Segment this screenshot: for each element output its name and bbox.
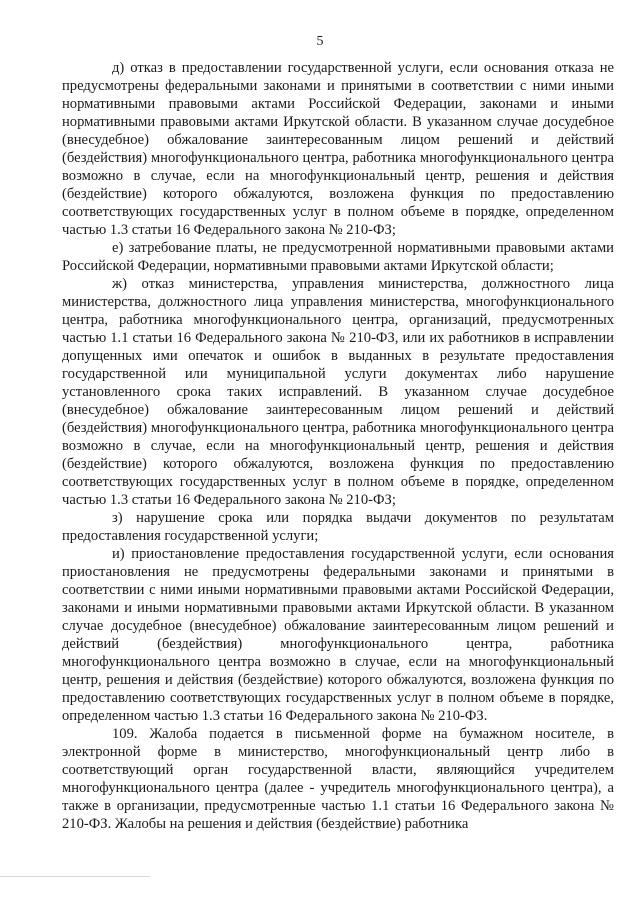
page-number: 5 [316, 34, 324, 49]
paragraph-zh: ж) отказ министерства, управления министерства, должностного лица министерства, должностного лица управления министерства, многофункционального центра, работника многофункционального центра, организаций, предусмотренных частью 1.1 статьи 16 Федерального закона № 210-ФЗ, или их работников в исправлении допущенных ими опечаток и ошибок в выданных в результате предоставления государственной или муниципальной услуги документах либо нарушение установленного срока таких исправлений. В указанном случае досудебное (внесудебное) обжалование заинтересованным лицом решений и действий (бездействия) многофункционального центра, работника многофункционального центра возможно в случае, если на многофункциональный центр, решения и действия (бездействие) которого обжалуются, возложена функция по предоставлению соответствующих государственных услуг в полном объеме в порядке, определенном частью 1.3 статьи 16 Федерального закона № 210-ФЗ; [62, 276, 614, 508]
paragraph-109: 109. Жалоба подается в письменной форме на бумажном носителе, в электронной форме в министерство, многофункциональный центр либо в соответствующий орган государственной власти, являющийся учредителем многофункционального центра (далее - учредитель многофункционального центра), а также в организации, предусмотренные частью 1.1 статьи 16 Федерального закона № 210-ФЗ. Жалобы на решения и действия (бездействие) работника [62, 726, 614, 832]
body-text [62, 59, 614, 833]
footer-rule [0, 876, 150, 877]
paragraph-i: и) приостановление предоставления государственной услуги, если основания приостановления не предусмотрены федеральными законами и принятыми в соответствии с ними иными нормативными правовыми актами Российской Федерации, законами и иными нормативными правовыми актами Иркутской области. В указанном случае досудебное (внесудебное) обжалование заинтересованным лицом решений и действий (бездействия) многофункционального центра, работника многофункционального центра возможно в случае, если на многофункциональный центр, решения и действия (бездействие) которого обжалуются, возложена функция по предоставлению соответствующих государственных услуг в полном объеме в порядке, определенном частью 1.3 статьи 16 Федерального закона № 210-ФЗ. [62, 546, 614, 724]
paragraph-e: е) затребование платы, не предусмотренной нормативными правовыми актами Российской Федерации, нормативными правовыми актами Иркутской области; [62, 240, 614, 274]
paragraph-d: д) отказ в предоставлении государственной услуги, если основания отказа не предусмотрены федеральными законами и принятыми в соответствии с ними иными нормативными правовыми актами Российской Федерации, законами и иными нормативными правовыми актами Иркутской области. В указанном случае досудебное (внесудебное) обжалование заинтересованным лицом решений и действий (бездействия) многофункционального центра, работника многофункционального центра возможно в случае, если на многофункциональный центр, решения и действия (бездействие) которого обжалуются, возложена функция по предоставлению соответствующих государственных услуг в полном объеме в порядке, определенном частью 1.3 статьи 16 Федерального закона № 210-ФЗ; [62, 60, 614, 238]
paragraph-z: з) нарушение срока или порядка выдачи документов по результатам предоставления государственной услуги; [62, 510, 614, 544]
